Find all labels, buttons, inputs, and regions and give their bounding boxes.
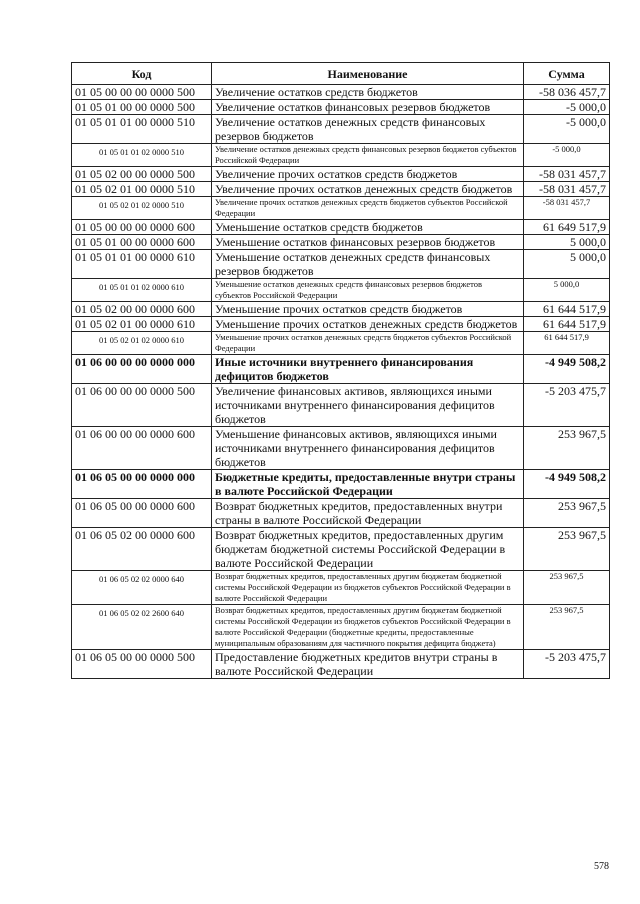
table-row bbox=[72, 427, 610, 470]
row-code: 01 05 02 01 02 0000 610 bbox=[72, 332, 212, 355]
table-row bbox=[72, 100, 610, 115]
row-name: Увеличение остатков финансовых резервов бюджетов bbox=[212, 100, 524, 115]
row-code: 01 06 00 00 00 0000 000 bbox=[72, 355, 212, 384]
row-sum: 5 000,0 bbox=[524, 250, 610, 279]
row-sum: -5 000,0 bbox=[524, 144, 610, 167]
header-row bbox=[72, 63, 610, 85]
page-number: 578 bbox=[594, 861, 609, 872]
row-name: Уменьшение финансовых активов, являющихся иными источниками внутреннего финансирования дефицитов бюджетов bbox=[212, 427, 524, 470]
table-row bbox=[72, 384, 610, 427]
table-row bbox=[72, 115, 610, 144]
table-row bbox=[72, 332, 610, 355]
row-name: Уменьшение остатков средств бюджетов bbox=[212, 220, 524, 235]
row-code: 01 05 02 00 00 0000 500 bbox=[72, 167, 212, 182]
row-code: 01 06 05 00 00 0000 600 bbox=[72, 499, 212, 528]
row-code: 01 05 01 01 02 0000 610 bbox=[72, 279, 212, 302]
row-code: 01 06 05 00 00 0000 500 bbox=[72, 650, 212, 679]
row-code: 01 05 02 00 00 0000 600 bbox=[72, 302, 212, 317]
row-sum: 253 967,5 bbox=[524, 605, 610, 650]
table-row bbox=[72, 499, 610, 528]
row-sum: -58 031 457,7 bbox=[524, 167, 610, 182]
row-code: 01 05 00 00 00 0000 500 bbox=[72, 85, 212, 100]
table-row bbox=[72, 182, 610, 197]
row-name: Увеличение остатков денежных средств финансовых резервов бюджетов bbox=[212, 115, 524, 144]
row-code: 01 05 01 00 00 0000 600 bbox=[72, 235, 212, 250]
table-row bbox=[72, 650, 610, 679]
table-row bbox=[72, 605, 610, 650]
table-row bbox=[72, 470, 610, 499]
header-sum: Сумма bbox=[524, 63, 610, 85]
row-sum: -58 031 457,7 bbox=[524, 197, 610, 220]
row-sum: 5 000,0 bbox=[524, 235, 610, 250]
row-code: 01 05 01 00 00 0000 500 bbox=[72, 100, 212, 115]
row-name: Предоставление бюджетных кредитов внутри страны в валюте Российской Федерации bbox=[212, 650, 524, 679]
row-code: 01 06 00 00 00 0000 500 bbox=[72, 384, 212, 427]
row-name: Уменьшение остатков финансовых резервов бюджетов bbox=[212, 235, 524, 250]
row-sum: -5 000,0 bbox=[524, 100, 610, 115]
row-name: Увеличение прочих остатков средств бюджетов bbox=[212, 167, 524, 182]
row-sum: -58 036 457,7 bbox=[524, 85, 610, 100]
row-code: 01 05 02 01 00 0000 610 bbox=[72, 317, 212, 332]
row-sum: -5 000,0 bbox=[524, 115, 610, 144]
table-row bbox=[72, 571, 610, 605]
header-name: Наименование bbox=[212, 63, 524, 85]
row-name: Бюджетные кредиты, предоставленные внутри страны в валюте Российской Федерации bbox=[212, 470, 524, 499]
row-sum: -5 203 475,7 bbox=[524, 650, 610, 679]
row-name: Возврат бюджетных кредитов, предоставленных внутри страны в валюте Российской Федерации bbox=[212, 499, 524, 528]
row-code: 01 05 01 01 00 0000 510 bbox=[72, 115, 212, 144]
row-sum: 61 644 517,9 bbox=[524, 332, 610, 355]
table-row bbox=[72, 197, 610, 220]
row-sum: -4 949 508,2 bbox=[524, 355, 610, 384]
row-name: Увеличение прочих остатков денежных средств бюджетов bbox=[212, 182, 524, 197]
row-sum: 61 649 517,9 bbox=[524, 220, 610, 235]
row-code: 01 06 05 02 00 0000 600 bbox=[72, 528, 212, 571]
table-row bbox=[72, 220, 610, 235]
table-row bbox=[72, 85, 610, 100]
row-name: Увеличение остатков денежных средств финансовых резервов бюджетов субъектов Российской Федерации bbox=[212, 144, 524, 167]
table-row bbox=[72, 279, 610, 302]
row-name: Возврат бюджетных кредитов, предоставленных другим бюджетам бюджетной системы Российской Федерации в валюте Российской Федерации bbox=[212, 528, 524, 571]
table-row bbox=[72, 144, 610, 167]
row-code: 01 06 05 00 00 0000 000 bbox=[72, 470, 212, 499]
row-sum: 253 967,5 bbox=[524, 571, 610, 605]
table-row bbox=[72, 302, 610, 317]
row-sum: -58 031 457,7 bbox=[524, 182, 610, 197]
row-code: 01 05 01 01 02 0000 510 bbox=[72, 144, 212, 167]
row-name: Возврат бюджетных кредитов, предоставленных другим бюджетам бюджетной системы Российской Федерации из бюджетов субъектов Российской Федерации в валюте Российской Федерации bbox=[212, 571, 524, 605]
row-code: 01 06 00 00 00 0000 600 bbox=[72, 427, 212, 470]
budget-sources-table bbox=[71, 62, 610, 679]
row-name: Иные источники внутреннего финансирования дефицитов бюджетов bbox=[212, 355, 524, 384]
row-sum: -5 203 475,7 bbox=[524, 384, 610, 427]
row-sum: -4 949 508,2 bbox=[524, 470, 610, 499]
row-code: 01 06 05 02 02 2600 640 bbox=[72, 605, 212, 650]
row-name: Уменьшение остатков денежных средств финансовых резервов бюджетов субъектов Российской Федерации bbox=[212, 279, 524, 302]
row-name: Увеличение финансовых активов, являющихся иными источниками внутреннего финансирования дефицитов бюджетов bbox=[212, 384, 524, 427]
table-row bbox=[72, 167, 610, 182]
table-row bbox=[72, 355, 610, 384]
row-sum: 253 967,5 bbox=[524, 528, 610, 571]
row-code: 01 05 02 01 02 0000 510 bbox=[72, 197, 212, 220]
row-name: Уменьшение прочих остатков денежных средств бюджетов субъектов Российской Федерации bbox=[212, 332, 524, 355]
row-name: Уменьшение остатков денежных средств финансовых резервов бюджетов bbox=[212, 250, 524, 279]
row-name: Увеличение прочих остатков денежных средств бюджетов субъектов Российской Федерации bbox=[212, 197, 524, 220]
table-row bbox=[72, 528, 610, 571]
row-sum: 5 000,0 bbox=[524, 279, 610, 302]
header-code: Код bbox=[72, 63, 212, 85]
row-code: 01 06 05 02 02 0000 640 bbox=[72, 571, 212, 605]
row-code: 01 05 02 01 00 0000 510 bbox=[72, 182, 212, 197]
row-name: Уменьшение прочих остатков денежных средств бюджетов bbox=[212, 317, 524, 332]
row-sum: 61 644 517,9 bbox=[524, 302, 610, 317]
row-sum: 253 967,5 bbox=[524, 427, 610, 470]
table-row bbox=[72, 250, 610, 279]
row-name: Уменьшение прочих остатков средств бюджетов bbox=[212, 302, 524, 317]
table-row bbox=[72, 317, 610, 332]
table-row bbox=[72, 235, 610, 250]
row-code: 01 05 01 01 00 0000 610 bbox=[72, 250, 212, 279]
row-name: Увеличение остатков средств бюджетов bbox=[212, 85, 524, 100]
row-name: Возврат бюджетных кредитов, предоставленных другим бюджетам бюджетной системы Российской Федерации из бюджетов субъектов Российской Федерации в валюте Российской Федерации (бюджетные кредиты, предоставленные муниципальным образованиям для частичного покрытия дефицита бюджета) bbox=[212, 605, 524, 650]
row-code: 01 05 00 00 00 0000 600 bbox=[72, 220, 212, 235]
row-sum: 61 644 517,9 bbox=[524, 317, 610, 332]
row-sum: 253 967,5 bbox=[524, 499, 610, 528]
